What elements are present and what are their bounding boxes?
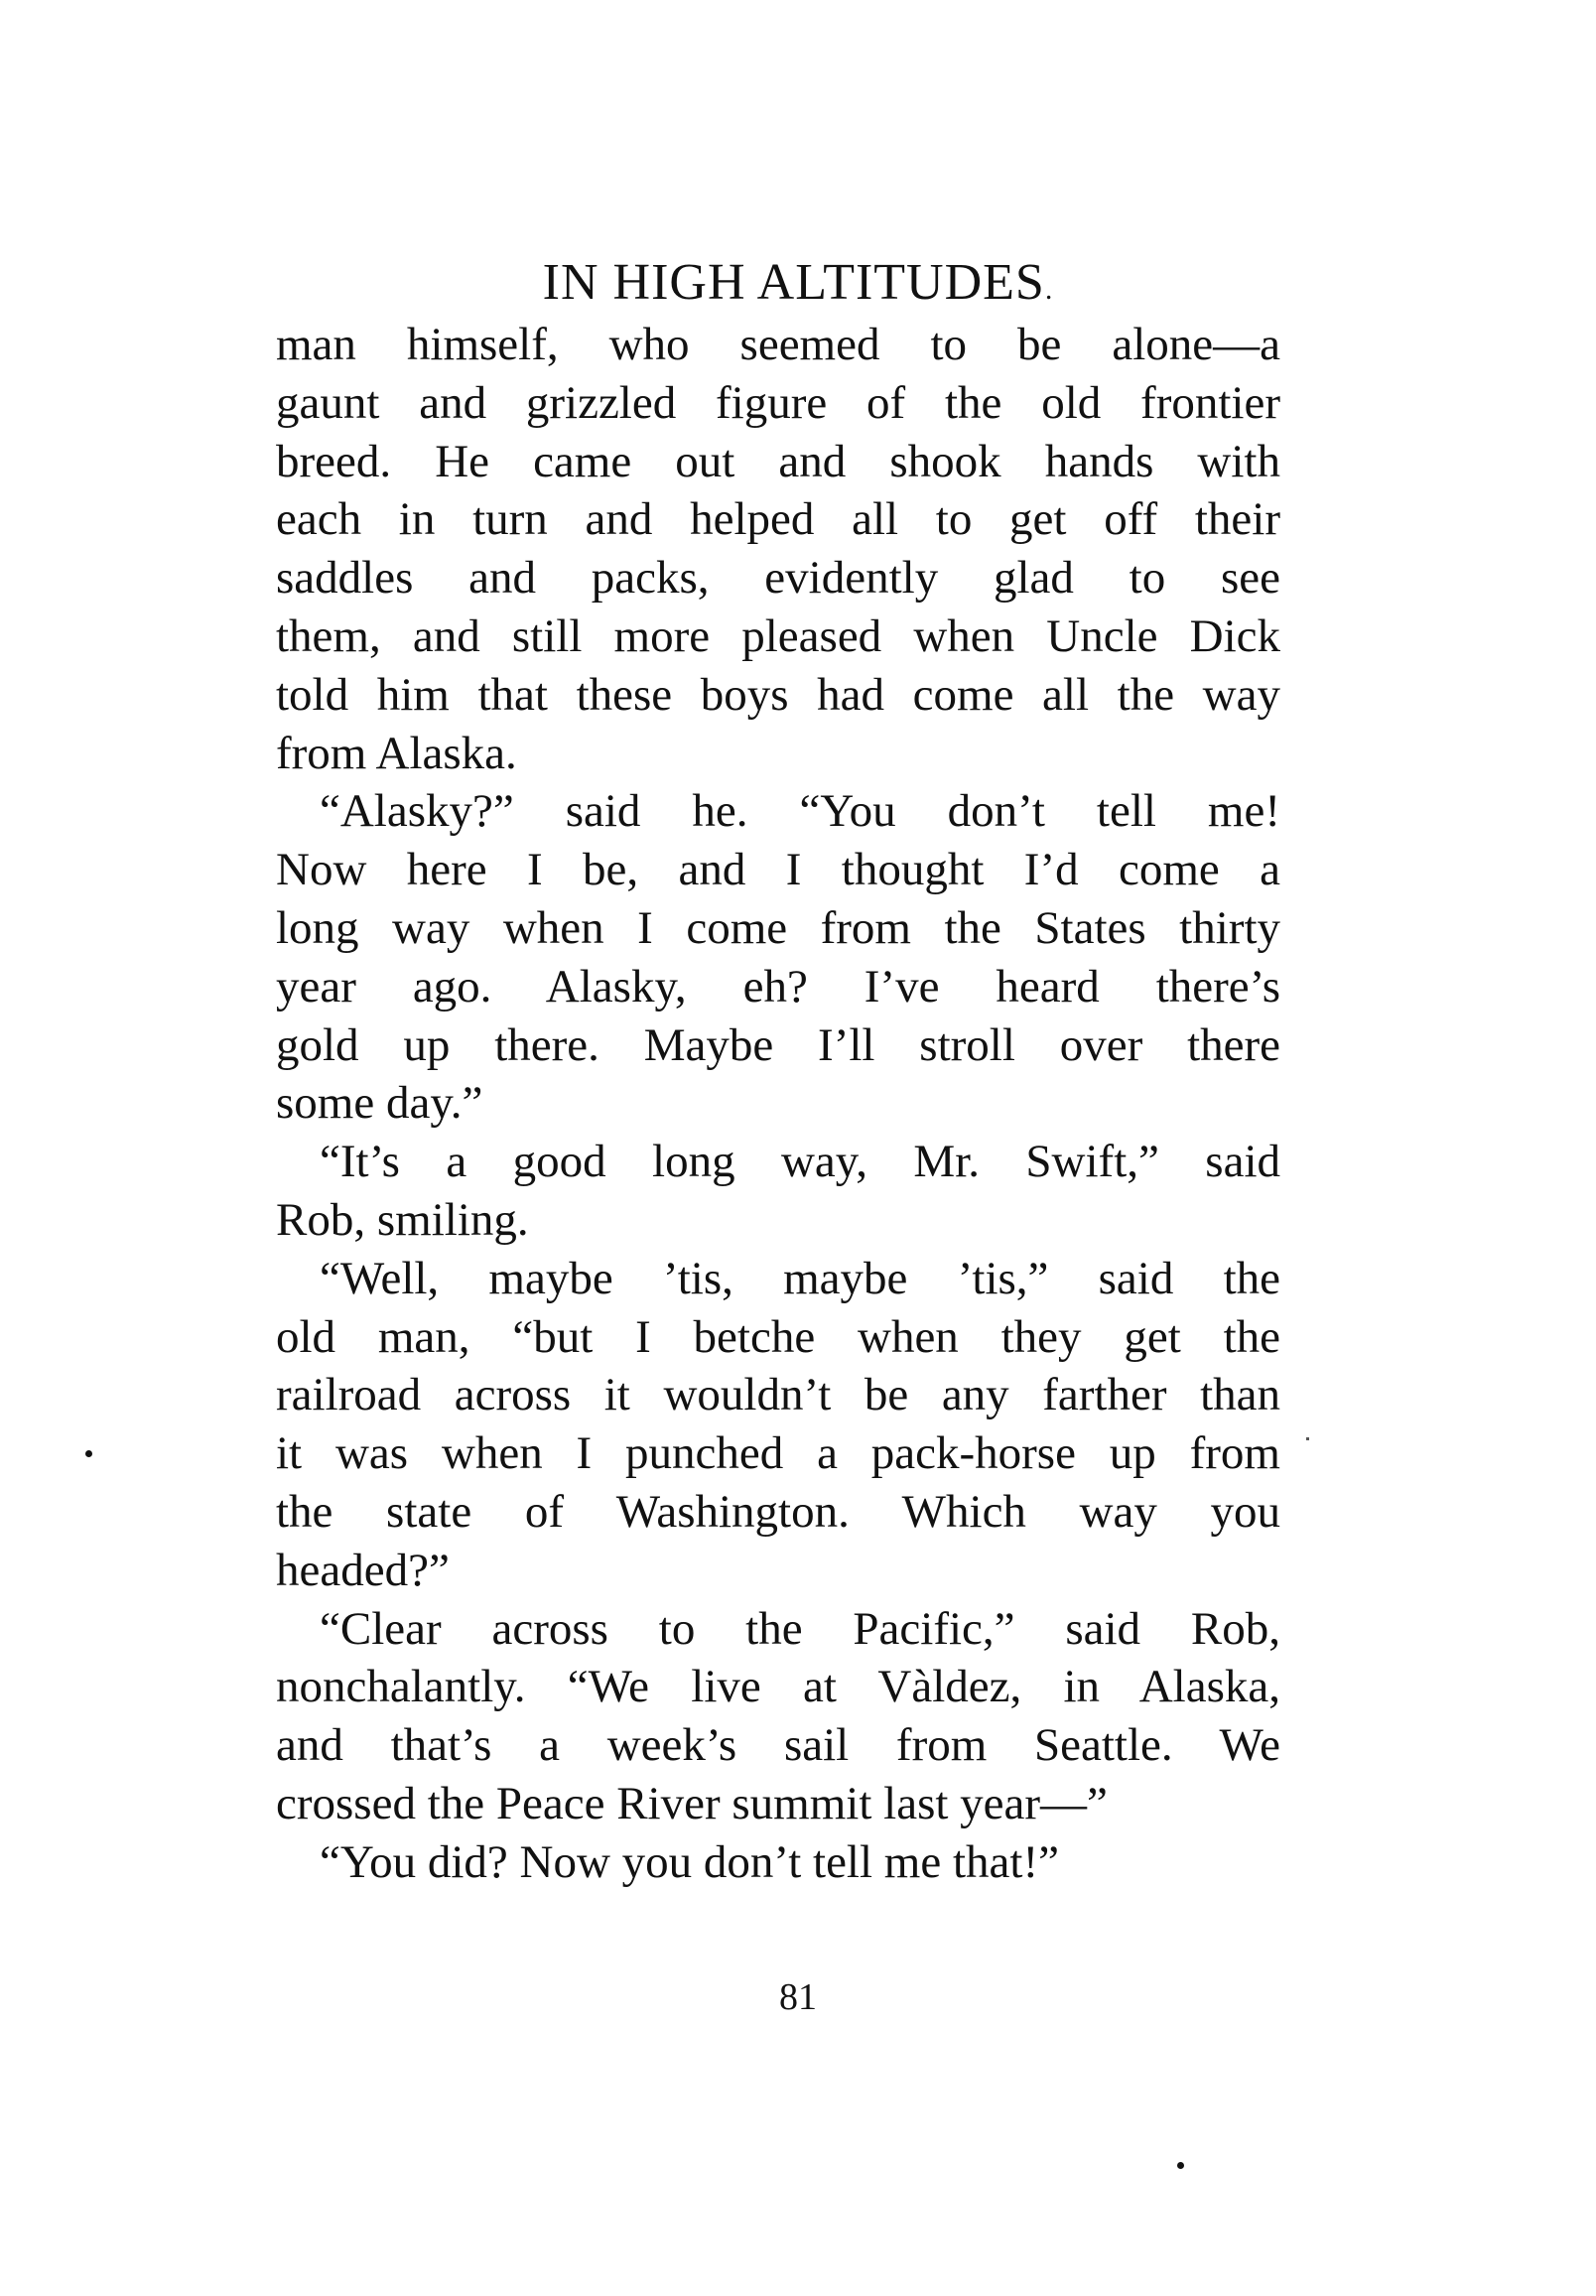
text-line: “Alasky?” said he. “You don’t tell me!	[320, 785, 1280, 838]
text-line: told him that these boys had come all the way	[276, 668, 1280, 721]
text-line: Now here I be, and I thought I’d come a	[276, 844, 1280, 896]
text-line: nonchalantly. “We live at Vàldez, in Alaska,	[276, 1661, 1280, 1713]
ink-speck	[1306, 1437, 1309, 1440]
text-line: from Alaska.	[276, 727, 517, 779]
running-head	[0, 253, 1596, 312]
text-line: and that’s a week’s sail from Seattle. We	[276, 1719, 1280, 1772]
text-line: headed?”	[276, 1544, 450, 1596]
text-line: man himself, who seemed to be alone—a	[276, 319, 1280, 370]
ink-speck	[85, 1450, 92, 1457]
text-line: each in turn and helped all to get off their	[276, 493, 1280, 546]
text-line: them, and still more pleased when Uncle Dick	[276, 609, 1280, 662]
text-line: breed. He came out and shook hands with	[276, 435, 1280, 487]
text-line: crossed the Peace River summit last year—”	[276, 1777, 1108, 1829]
page-number: 81	[779, 1976, 817, 2018]
ink-speck	[1177, 2162, 1184, 2169]
text-line: some day.”	[276, 1077, 483, 1130]
text-line: Rob, smiling.	[276, 1193, 529, 1246]
text-line: year ago. Alasky, eh? I’ve heard there’s	[276, 960, 1280, 1013]
text-line: long way when I come from the States thirty	[276, 901, 1280, 954]
running-head-mark: .	[1044, 273, 1054, 306]
text-line: “Clear across to the Pacific,” said Rob,	[320, 1602, 1280, 1655]
text-line: old man, “but I betche when they get the	[276, 1310, 1280, 1363]
text-line: “It’s a good long way, Mr. Swift,” said	[320, 1136, 1280, 1188]
text-line: the state of Washington. Which way you	[276, 1485, 1280, 1538]
text-line: “Well, maybe ’tis, maybe ’tis,” said the	[320, 1252, 1280, 1304]
text-line: gold up there. Maybe I’ll stroll over there	[276, 1018, 1280, 1071]
body-text	[276, 316, 1280, 1892]
text-line: railroad across it wouldn’t be any farther than	[276, 1369, 1280, 1421]
running-head-text: IN HIGH ALTITUDES	[542, 254, 1045, 311]
text-line: “You did? Now you don’t tell me that!”	[320, 1835, 1059, 1888]
text-line: saddles and packs, evidently glad to see	[276, 552, 1280, 605]
text-line: it was when I punched a pack-horse up from	[276, 1427, 1280, 1480]
text-line: gaunt and grizzled figure of the old frontier	[276, 376, 1280, 429]
